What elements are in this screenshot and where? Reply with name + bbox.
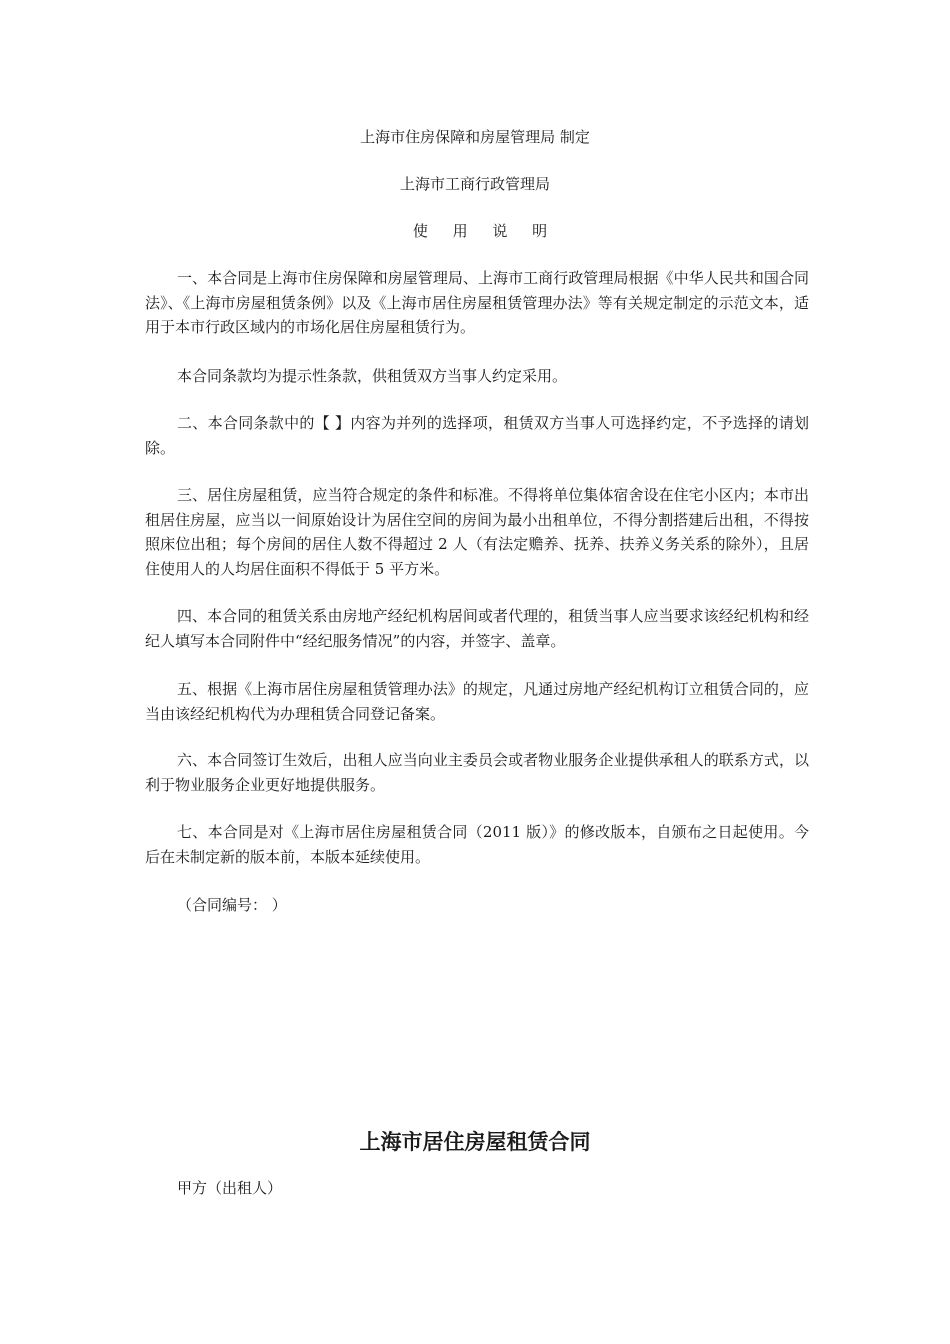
instructions-heading: 使 用 说 明 [412, 222, 558, 240]
instruction-item-3: 三、居住房屋租赁，应当符合规定的条件和标准。不得将单位集体宿舍设在住宅小区内；本市出租居住房屋，应当以一间原始设计为居住空间的房间为最小出租单位，不得分割搭建后出租，不得按照床位出租；每个房间的居住人数不得超过 2 人（有法定赡养、抚养、扶养义务关系的除外），且居住使用人的人均居住面积不得低于 5 平方米。 [145, 486, 809, 578]
issuer-housing-bureau: 上海市住房保障和房屋管理局 制定 [360, 128, 590, 146]
party-a-label: 甲方（出租人） [177, 1179, 283, 1197]
instruction-item-2: 二、本合同条款中的【 】内容为并列的选择项，租赁双方当事人可选择约定，不予选择的请划除。 [145, 414, 809, 457]
instruction-item-7: 七、本合同是对《上海市居住房屋租赁合同（2011 版）》的修改版本，自颁布之日起使用。今后在未制定新的版本前，本版本延续使用。 [145, 823, 809, 866]
contract-number: （合同编号： ） [177, 896, 287, 914]
instruction-item-1-note: 本合同条款均为提示性条款，供租赁双方当事人约定采用。 [177, 367, 568, 385]
contract-title: 上海市居住房屋租赁合同 [359, 1130, 591, 1154]
instruction-item-1: 一、本合同是上海市住房保障和房屋管理局、上海市工商行政管理局根据《中华人民共和国合同法》、《上海市房屋租赁条例》以及《上海市居住房屋租赁管理办法》等有关规定制定的示范文本，适用于本市行政区域内的市场化居住房屋租赁行为。 [145, 269, 809, 336]
issuer-commerce-bureau: 上海市工商行政管理局 [399, 175, 550, 193]
instruction-item-6: 六、本合同签订生效后，出租人应当向业主委员会或者物业服务企业提供承租人的联系方式，以利于物业服务企业更好地提供服务。 [145, 751, 809, 794]
instruction-item-5: 五、根据《上海市居住房屋租赁管理办法》的规定，凡通过房地产经纪机构订立租赁合同的，应当由该经纪机构代为办理租赁合同登记备案。 [145, 680, 809, 723]
instruction-item-4: 四、本合同的租赁关系由房地产经纪机构居间或者代理的，租赁当事人应当要求该经纪机构和经纪人填写本合同附件中“经纪服务情况”的内容，并签字、盖章。 [145, 607, 809, 650]
